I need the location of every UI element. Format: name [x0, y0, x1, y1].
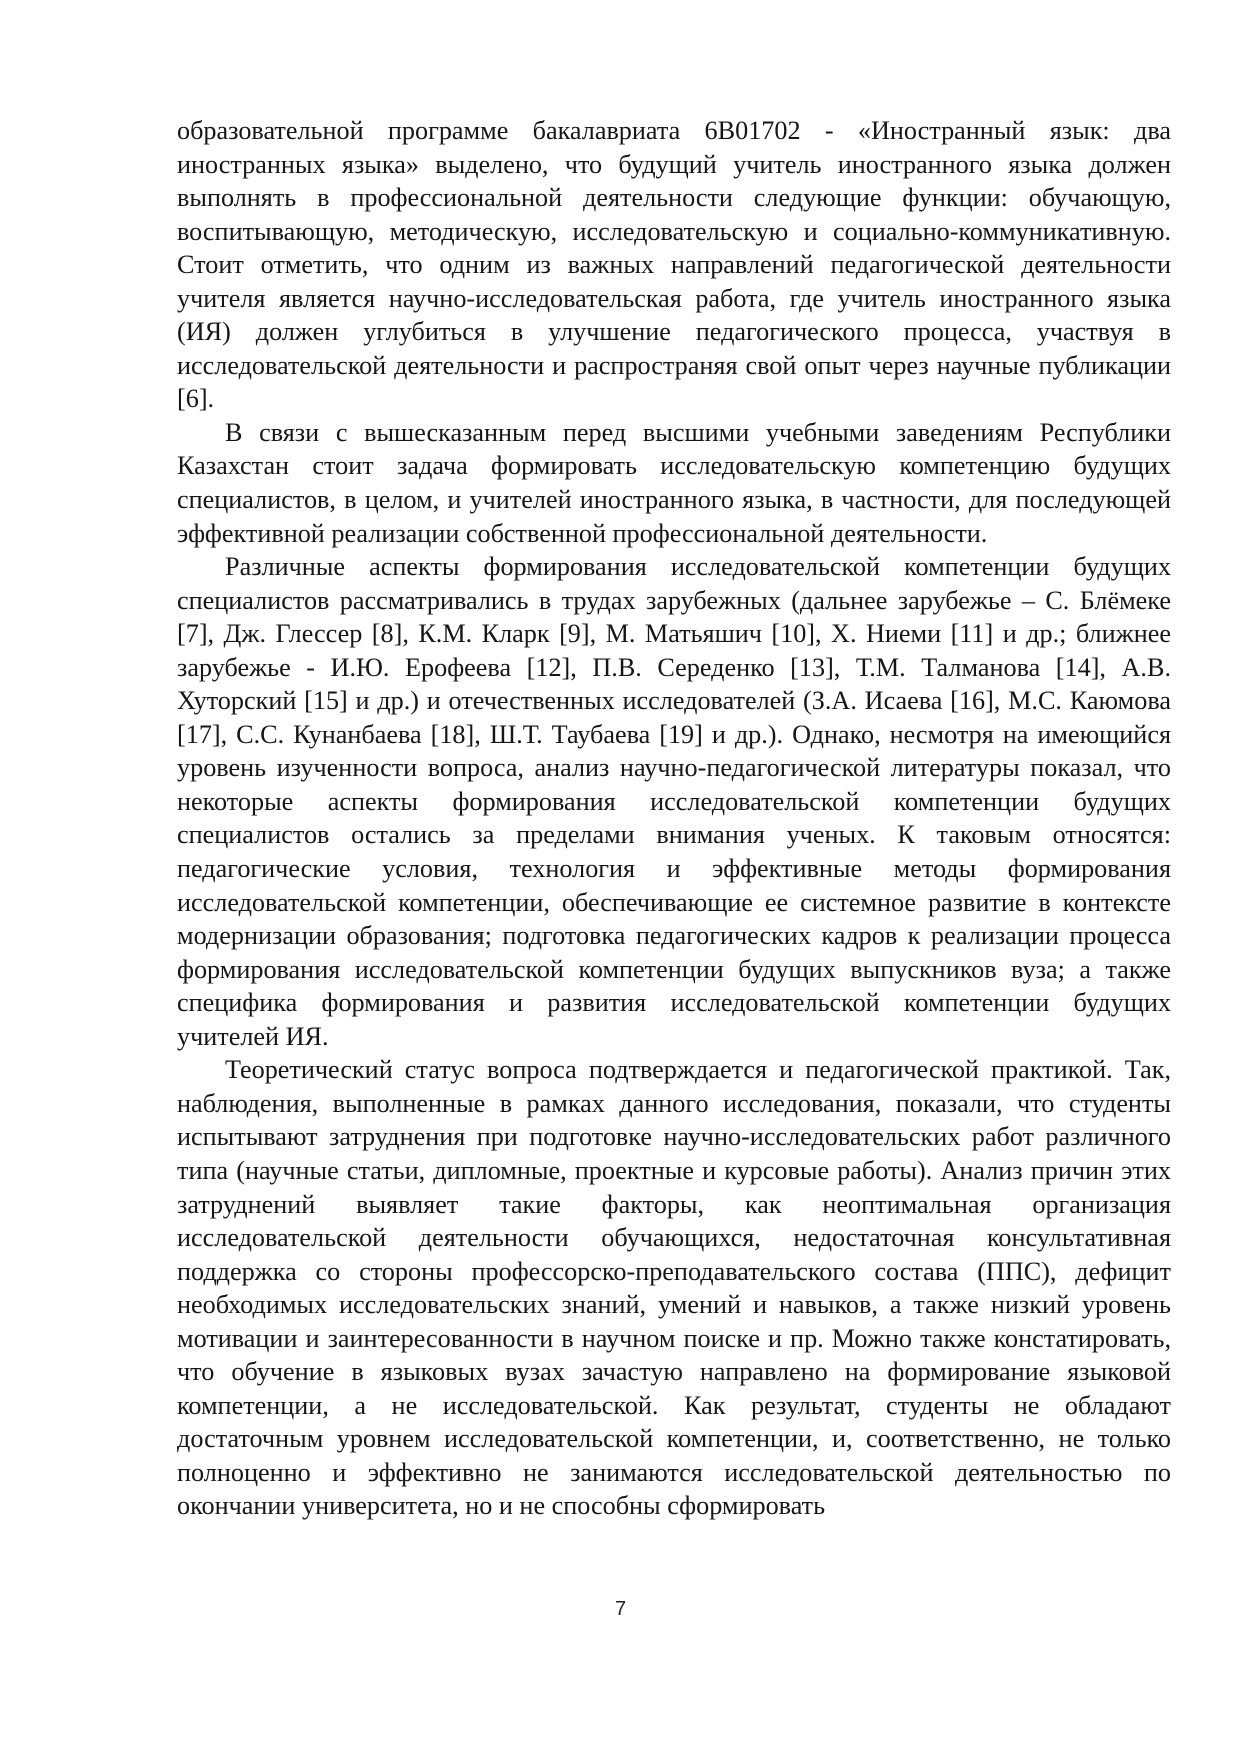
paragraph-4: Теоретический статус вопроса подтверждается и педагогической практикой. Так, наблюдения, выполненные в рамках данного исследования, показали, что студенты испытывают затруднения при подготовке научно-исследовательских работ различного типа (научные статьи, дипломные, проектные и курсовые работы). Анализ причин этих затруднений выявляет такие факторы, как неоптимальная организация исследовательской деятельности обучающихся, недостаточная консультативная поддержка со стороны профессорско-преподавательского состава (ППС), дефицит необходимых исследовательских знаний, умений и навыков, а также низкий уровень мотивации и заинтересованности в научном поиске и пр. Можно также констатировать, что обучение в языковых вузах зачастую направлено на формирование языковой компетенции, а не исследовательской. Как результат, студенты не обладают достаточным уровнем исследовательской компетенции, и, соответственно, не только полноценно и эффективно не занимаются исследовательской деятельностью по окончании университета, но и не способны сформировать	[177, 1055, 1171, 1521]
paragraph-3: Различные аспекты формирования исследовательской компетенции будущих специалистов рассматривались в трудах зарубежных (дальнее зарубежье – С. Блёмеке [7], Дж. Глессер [8], К.М. Кларк [9], М. Матьяшич [10], Х. Ниеми [11] и др.; ближнее зарубежье - И.Ю. Ерофеева [12], П.В. Середенко [13], Т.М. Талманова [14], А.В. Хуторский [15] и др.) и отечественных исследователей (З.А. Исаева [16], М.С. Каюмова [17], С.С. Кунанбаева [18], Ш.Т. Таубаева [19] и др.). Однако, несмотря на имеющийся уровень изученности вопроса, анализ научно-педагогической литературы показал, что некоторые аспекты формирования исследовательской компетенции будущих специалистов остались за пределами внимания ученых. К таковым относятся: педагогические условия, технология и эффективные методы формирования исследовательской компетенции, обеспечивающие ее системное развитие в контексте модернизации образования; подготовка педагогических кадров к реализации процесса формирования исследовательской компетенции будущих выпускников вуза; а также специфика формирования и развития исследовательской компетенции будущих учителей ИЯ.	[177, 552, 1171, 1051]
paragraph-1: образовательной программе бакалавриата 6В01702 - «Иностранный язык: два иностранных языка» выделено, что будущий учитель иностранного языка должен выполнять в профессиональной деятельности следующие функции: обучающую, воспитывающую, методическую, исследовательскую и социально-коммуникативную. Стоит отметить, что одним из важных направлений педагогической деятельности учителя является научно-исследовательская работа, где учитель иностранного языка (ИЯ) должен углубиться в улучшение педагогического процесса, участвуя в исследовательской деятельности и распространяя свой опыт через научные публикации [6].	[177, 116, 1171, 414]
document-body	[177, 114, 1171, 1523]
paragraph-2: В связи с вышесказанным перед высшими учебными заведениям Республики Казахстан стоит задача формировать исследовательскую компетенцию будущих специалистов, в целом, и учителей иностранного языка, в частности, для последующей эффективной реализации собственной профессиональной деятельности.	[177, 417, 1171, 548]
page-number: 7	[614, 1598, 627, 1620]
